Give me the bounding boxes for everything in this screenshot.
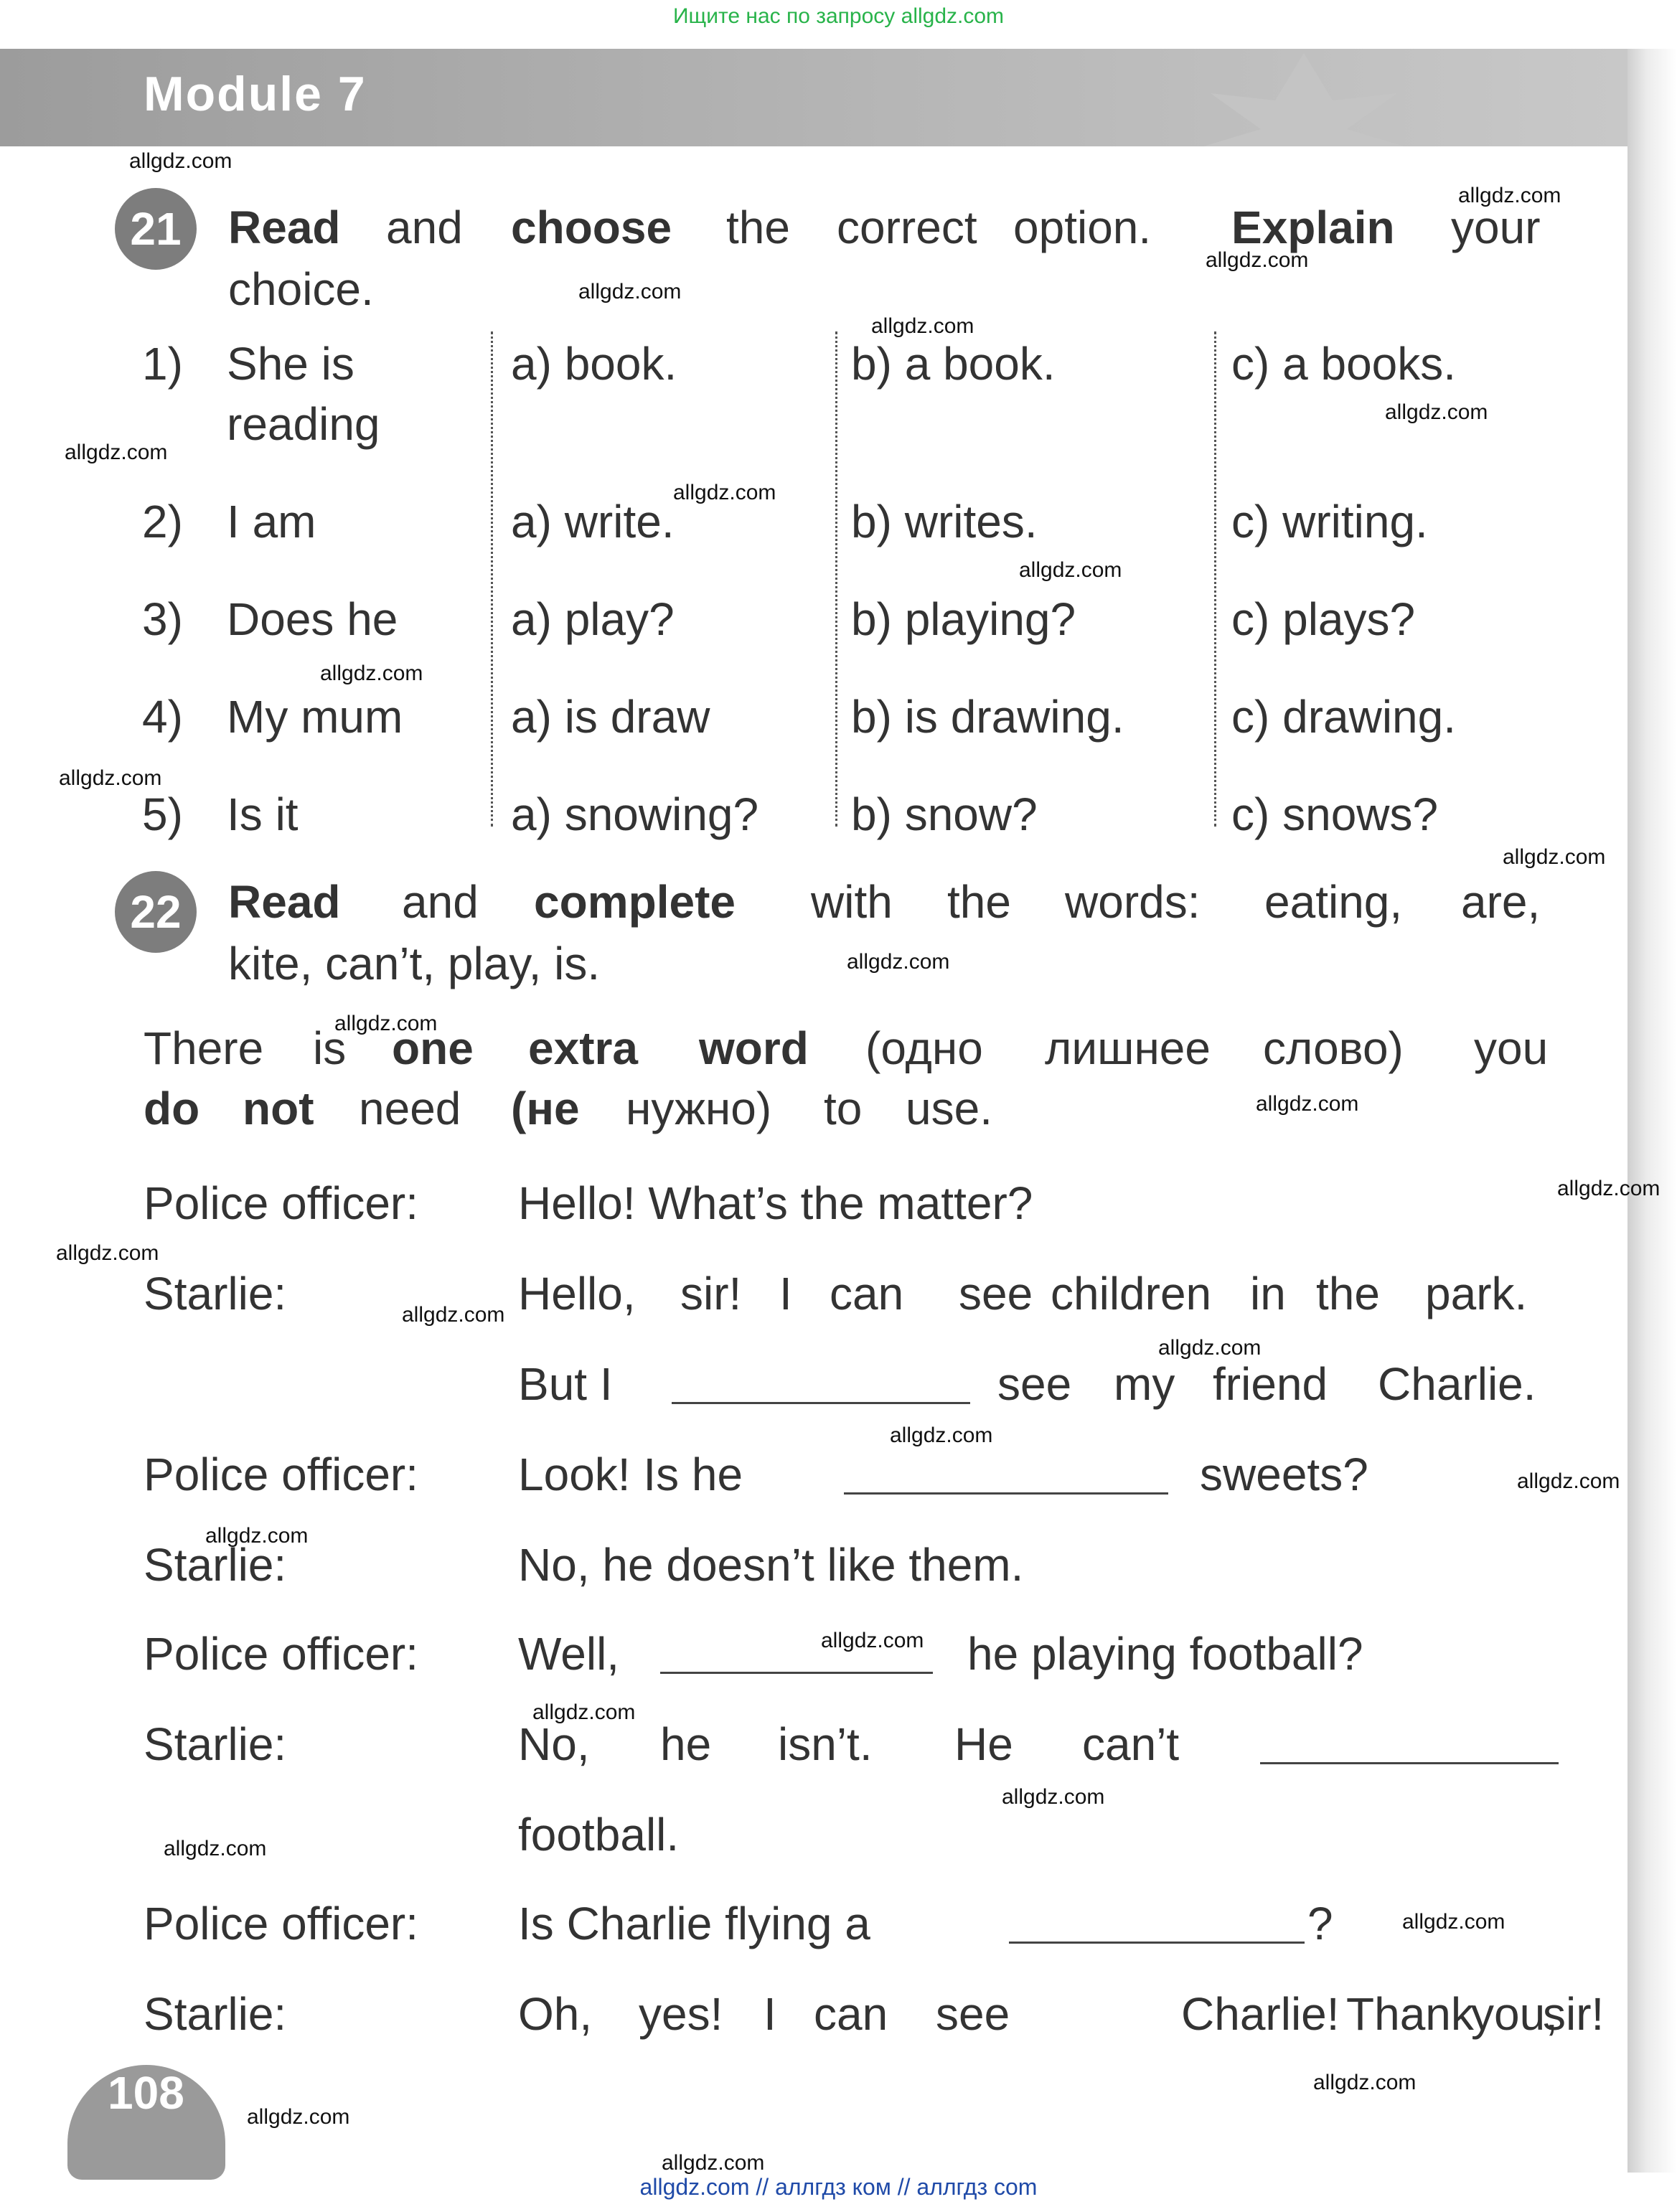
watermark: allgdz.com: [164, 1837, 267, 1860]
dialogue-line: Is Charlie flying a: [518, 1898, 870, 1949]
watermark: allgdz.com: [1206, 248, 1309, 272]
word: see: [959, 1268, 1033, 1319]
option-c[interactable]: c) snows?: [1231, 789, 1439, 840]
watermark: allgdz.com: [532, 1700, 636, 1724]
word: нужно): [626, 1083, 772, 1134]
watermark: allgdz.com: [65, 441, 168, 464]
word: see: [997, 1358, 1072, 1410]
option-a[interactable]: a) book.: [511, 338, 677, 390]
watermark: allgdz.com: [1557, 1177, 1660, 1200]
watermark: allgdz.com: [1002, 1785, 1105, 1809]
word: Charlie!: [1181, 1988, 1340, 2040]
word: you,: [1471, 1988, 1558, 2040]
word: can: [830, 1268, 904, 1319]
answer-blank-3[interactable]: [660, 1672, 933, 1674]
word: not: [243, 1083, 314, 1134]
word: лишнее: [1045, 1022, 1211, 1074]
option-c[interactable]: c) plays?: [1231, 593, 1416, 645]
word: There: [144, 1022, 264, 1074]
module-title: Module 7: [144, 67, 367, 121]
watermark: allgdz.com: [847, 950, 950, 974]
row-stem: Is it: [227, 789, 299, 840]
word: use.: [906, 1083, 992, 1134]
watermark: allgdz.com: [320, 662, 423, 685]
word: park.: [1425, 1268, 1528, 1319]
word: and: [386, 202, 463, 253]
watermark: allgdz.com: [334, 1012, 438, 1035]
top-banner: Ищите нас по запросу allgdz.com: [672, 4, 1005, 28]
option-c[interactable]: c) writing.: [1231, 496, 1428, 547]
row-number: 5): [142, 789, 183, 840]
question-mark: ?: [1307, 1898, 1333, 1949]
word: correct: [837, 202, 977, 253]
word-list: kite, can’t, play, is.: [228, 938, 601, 989]
word: (не: [511, 1083, 580, 1134]
word: choice.: [228, 263, 374, 315]
answer-blank-1[interactable]: [672, 1402, 970, 1404]
speaker-starlie: Starlie:: [144, 1268, 287, 1319]
watermark: allgdz.com: [821, 1629, 924, 1652]
option-a[interactable]: a) snowing?: [511, 789, 759, 840]
word: sir!: [1543, 1988, 1605, 2040]
option-b[interactable]: b) is drawing.: [851, 691, 1124, 743]
word: extra: [528, 1022, 638, 1074]
speaker-starlie: Starlie:: [144, 1718, 287, 1770]
word: my: [1114, 1358, 1175, 1410]
word: friend: [1213, 1358, 1328, 1410]
word: word: [699, 1022, 809, 1074]
word: need: [359, 1083, 461, 1134]
word: the: [1316, 1268, 1380, 1319]
watermark: allgdz.com: [578, 280, 682, 303]
row-stem: She is: [227, 338, 354, 390]
row-number: 3): [142, 593, 183, 645]
word: the: [947, 876, 1011, 928]
word: Oh,: [518, 1988, 593, 2040]
option-b[interactable]: b) a book.: [851, 338, 1056, 390]
watermark: allgdz.com: [247, 2105, 350, 2129]
word: can: [814, 1988, 888, 2040]
row-stem-continued: reading: [227, 398, 380, 450]
word: слово): [1263, 1022, 1404, 1074]
watermark: allgdz.com: [1517, 1469, 1620, 1493]
option-a[interactable]: a) write.: [511, 496, 675, 547]
option-a[interactable]: a) is draw: [511, 691, 710, 743]
word: Hello,: [518, 1268, 636, 1319]
watermark: allgdz.com: [1402, 1910, 1505, 1934]
exercise-22-number: 22: [115, 871, 197, 953]
dialogue-line: No, he doesn’t like them.: [518, 1539, 1024, 1591]
exercise-21-number: 21: [115, 188, 197, 270]
bottom-banner: allgdz.com // аллгдз ком // аллгдз com: [639, 2174, 1038, 2200]
speaker-officer: Police officer:: [144, 1898, 418, 1949]
word: see: [936, 1988, 1010, 2040]
word: can’t: [1082, 1718, 1180, 1770]
word: with: [811, 876, 893, 928]
row-number: 2): [142, 496, 183, 547]
word: do: [144, 1083, 200, 1134]
speaker-officer: Police officer:: [144, 1449, 418, 1500]
option-c[interactable]: c) drawing.: [1231, 691, 1456, 743]
word: your: [1451, 202, 1541, 253]
word: (одно: [865, 1022, 983, 1074]
watermark: allgdz.com: [1503, 845, 1606, 869]
watermark: allgdz.com: [1019, 558, 1122, 582]
speaker-starlie: Starlie:: [144, 1988, 287, 2040]
row-number: 1): [142, 338, 183, 390]
word: Read: [228, 876, 341, 928]
row-stem: My mum: [227, 691, 403, 743]
word: choose: [511, 202, 672, 253]
answer-blank-5[interactable]: [1009, 1942, 1305, 1944]
watermark: allgdz.com: [1158, 1336, 1262, 1360]
word: isn’t.: [778, 1718, 873, 1770]
word: are,: [1461, 876, 1541, 928]
word: the: [726, 202, 790, 253]
word: eating,: [1264, 876, 1403, 928]
watermark: allgdz.com: [890, 1423, 993, 1447]
page-edge-shadow: [1627, 49, 1677, 2173]
column-divider: [491, 331, 493, 827]
star-decoration-icon: [1189, 50, 1419, 146]
speaker-officer: Police officer:: [144, 1177, 418, 1229]
column-divider: [1214, 331, 1216, 827]
word: you: [1474, 1022, 1549, 1074]
speaker-officer: Police officer:: [144, 1628, 418, 1680]
word: Charlie.: [1378, 1358, 1536, 1410]
option-b[interactable]: b) writes.: [851, 496, 1038, 547]
dialogue-line: But I: [518, 1358, 613, 1410]
word: in: [1250, 1268, 1286, 1319]
dialogue-line: sweets?: [1200, 1449, 1368, 1500]
row-number: 4): [142, 691, 183, 743]
option-b[interactable]: b) playing?: [851, 593, 1076, 645]
column-divider: [835, 331, 837, 827]
watermark: allgdz.com: [59, 766, 162, 790]
watermark: allgdz.com: [1385, 400, 1488, 424]
page-number: 108: [108, 2067, 184, 2119]
dialogue-line: Well,: [518, 1628, 620, 1680]
word: and: [402, 876, 479, 928]
dialogue-line: Hello! What’s the matter?: [518, 1177, 1033, 1229]
word: Explain: [1231, 202, 1395, 253]
watermark: allgdz.com: [673, 481, 776, 504]
option-a[interactable]: a) play?: [511, 593, 675, 645]
word: No,: [518, 1718, 590, 1770]
word: He: [954, 1718, 1013, 1770]
word: words:: [1065, 876, 1201, 928]
word: to: [824, 1083, 863, 1134]
word: Read: [228, 202, 341, 253]
word: he: [660, 1718, 712, 1770]
word: I: [779, 1268, 792, 1319]
watermark: allgdz.com: [662, 2151, 765, 2175]
word: is: [313, 1022, 347, 1074]
word: option.: [1013, 202, 1152, 253]
watermark: allgdz.com: [1256, 1092, 1359, 1116]
word: Thank: [1346, 1988, 1474, 2040]
watermark: allgdz.com: [1313, 2071, 1417, 2094]
option-b[interactable]: b) snow?: [851, 789, 1038, 840]
dialogue-line: Look! Is he: [518, 1449, 743, 1500]
row-stem: I am: [227, 496, 316, 547]
watermark: allgdz.com: [129, 149, 232, 173]
watermark: allgdz.com: [56, 1241, 159, 1265]
speaker-starlie: Starlie:: [144, 1539, 287, 1591]
word: complete: [534, 876, 736, 928]
word: yes!: [639, 1988, 723, 2040]
option-c[interactable]: c) a books.: [1231, 338, 1457, 390]
watermark: allgdz.com: [402, 1303, 505, 1327]
watermark: allgdz.com: [205, 1524, 309, 1548]
answer-blank-4[interactable]: [1260, 1762, 1559, 1764]
word: sir!: [680, 1268, 742, 1319]
word: I: [764, 1988, 776, 2040]
dialogue-line: he playing football?: [967, 1628, 1363, 1680]
answer-blank-2[interactable]: [844, 1492, 1168, 1495]
word: children: [1051, 1268, 1212, 1319]
word: one: [392, 1022, 474, 1074]
watermark: allgdz.com: [871, 314, 974, 338]
dialogue-line: football.: [518, 1809, 680, 1860]
row-stem: Does he: [227, 593, 398, 645]
watermark: allgdz.com: [1458, 184, 1561, 207]
